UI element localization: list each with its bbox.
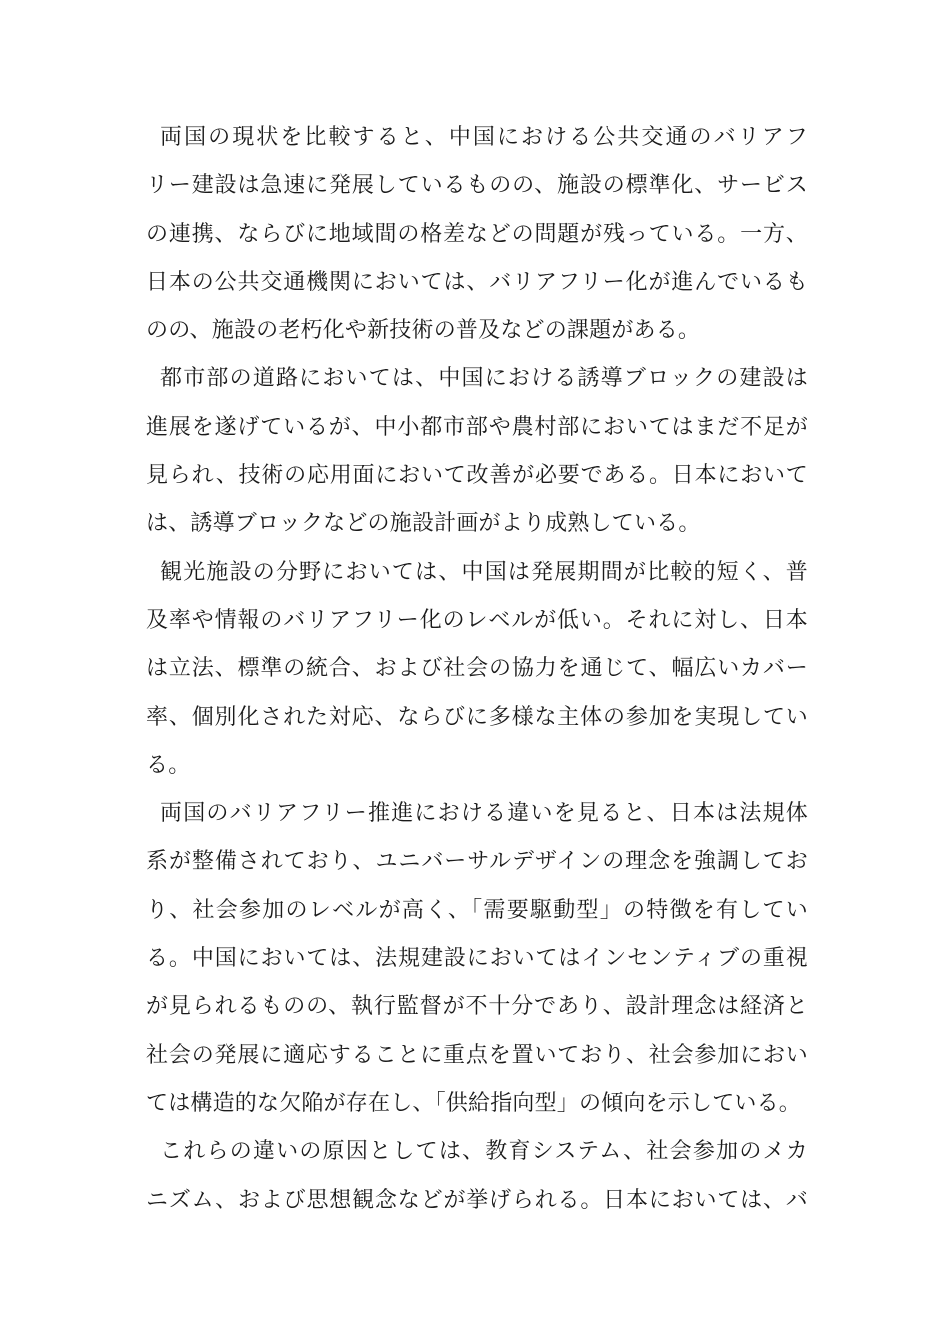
text-line: 都市部の道路においては、中国における誘導ブロックの建設は: [160, 366, 808, 392]
text-line: 観光施設の分野においては、中国は発展期間が比較的短く、普: [160, 559, 808, 585]
text-line: のの、施設の老朽化や新技術の普及などの課題がある。: [146, 318, 701, 344]
text-line: る。: [146, 752, 191, 778]
text-line: 両国の現状を比較すると、中国における公共交通のバリアフ: [160, 125, 808, 150]
text-line: リー建設は急速に発展しているものの、施設の標準化、サービス: [146, 173, 808, 199]
text-line: る。中国においては、法規建設においてはインセンティブの重視: [146, 946, 808, 972]
text-line: 及率や情報のバリアフリー化のレベルが低い。それに対し、日本: [146, 607, 808, 633]
paragraph-causes: [146, 1128, 808, 1225]
text-line: は立法、標準の統合、および社会の協力を通じて、幅広いカバー: [146, 656, 808, 682]
paragraph-public-transport: [146, 114, 808, 355]
paragraph-tourism-facilities: [146, 549, 808, 790]
text-line: ニズム、および思想観念などが挙げられる。日本においては、バ: [146, 1187, 808, 1213]
text-line: 進展を遂げているが、中小都市部や農村部においてはまだ不足が: [146, 414, 808, 440]
text-line: は、誘導ブロックなどの施設計画がより成熟している。: [146, 511, 701, 537]
text-line: これらの違いの原因としては、教育システム、社会参加のメカ: [160, 1139, 808, 1165]
text-line: り、社会参加のレベルが高く、「需要駆動型」の特徴を有してい: [146, 897, 808, 923]
text-line: 系が整備されており、ユニバーサルデザインの理念を強調してお: [146, 849, 808, 875]
text-line: の連携、ならびに地域間の格差などの問題が残っている。一方、: [146, 221, 808, 247]
text-line: 日本の公共交通機関においては、バリアフリー化が進んでいるも: [146, 269, 808, 295]
document-page: [146, 114, 808, 1225]
paragraph-urban-roads: [146, 355, 808, 548]
text-line: 両国のバリアフリー推進における違いを見ると、日本は法規体: [160, 801, 808, 827]
text-line: ては構造的な欠陥が存在し、「供給指向型」の傾向を示している。: [146, 1090, 802, 1116]
paragraph-differences: [146, 790, 808, 1128]
text-line: 率、個別化された対応、ならびに多様な主体の参加を実現してい: [146, 704, 808, 730]
text-line: が見られるものの、執行監督が不十分であり、設計理念は経済と: [146, 994, 808, 1020]
text-line: 社会の発展に適応することに重点を置いており、社会参加におい: [146, 1042, 808, 1068]
text-line: 見られ、技術の応用面において改善が必要である。日本において: [146, 463, 808, 489]
